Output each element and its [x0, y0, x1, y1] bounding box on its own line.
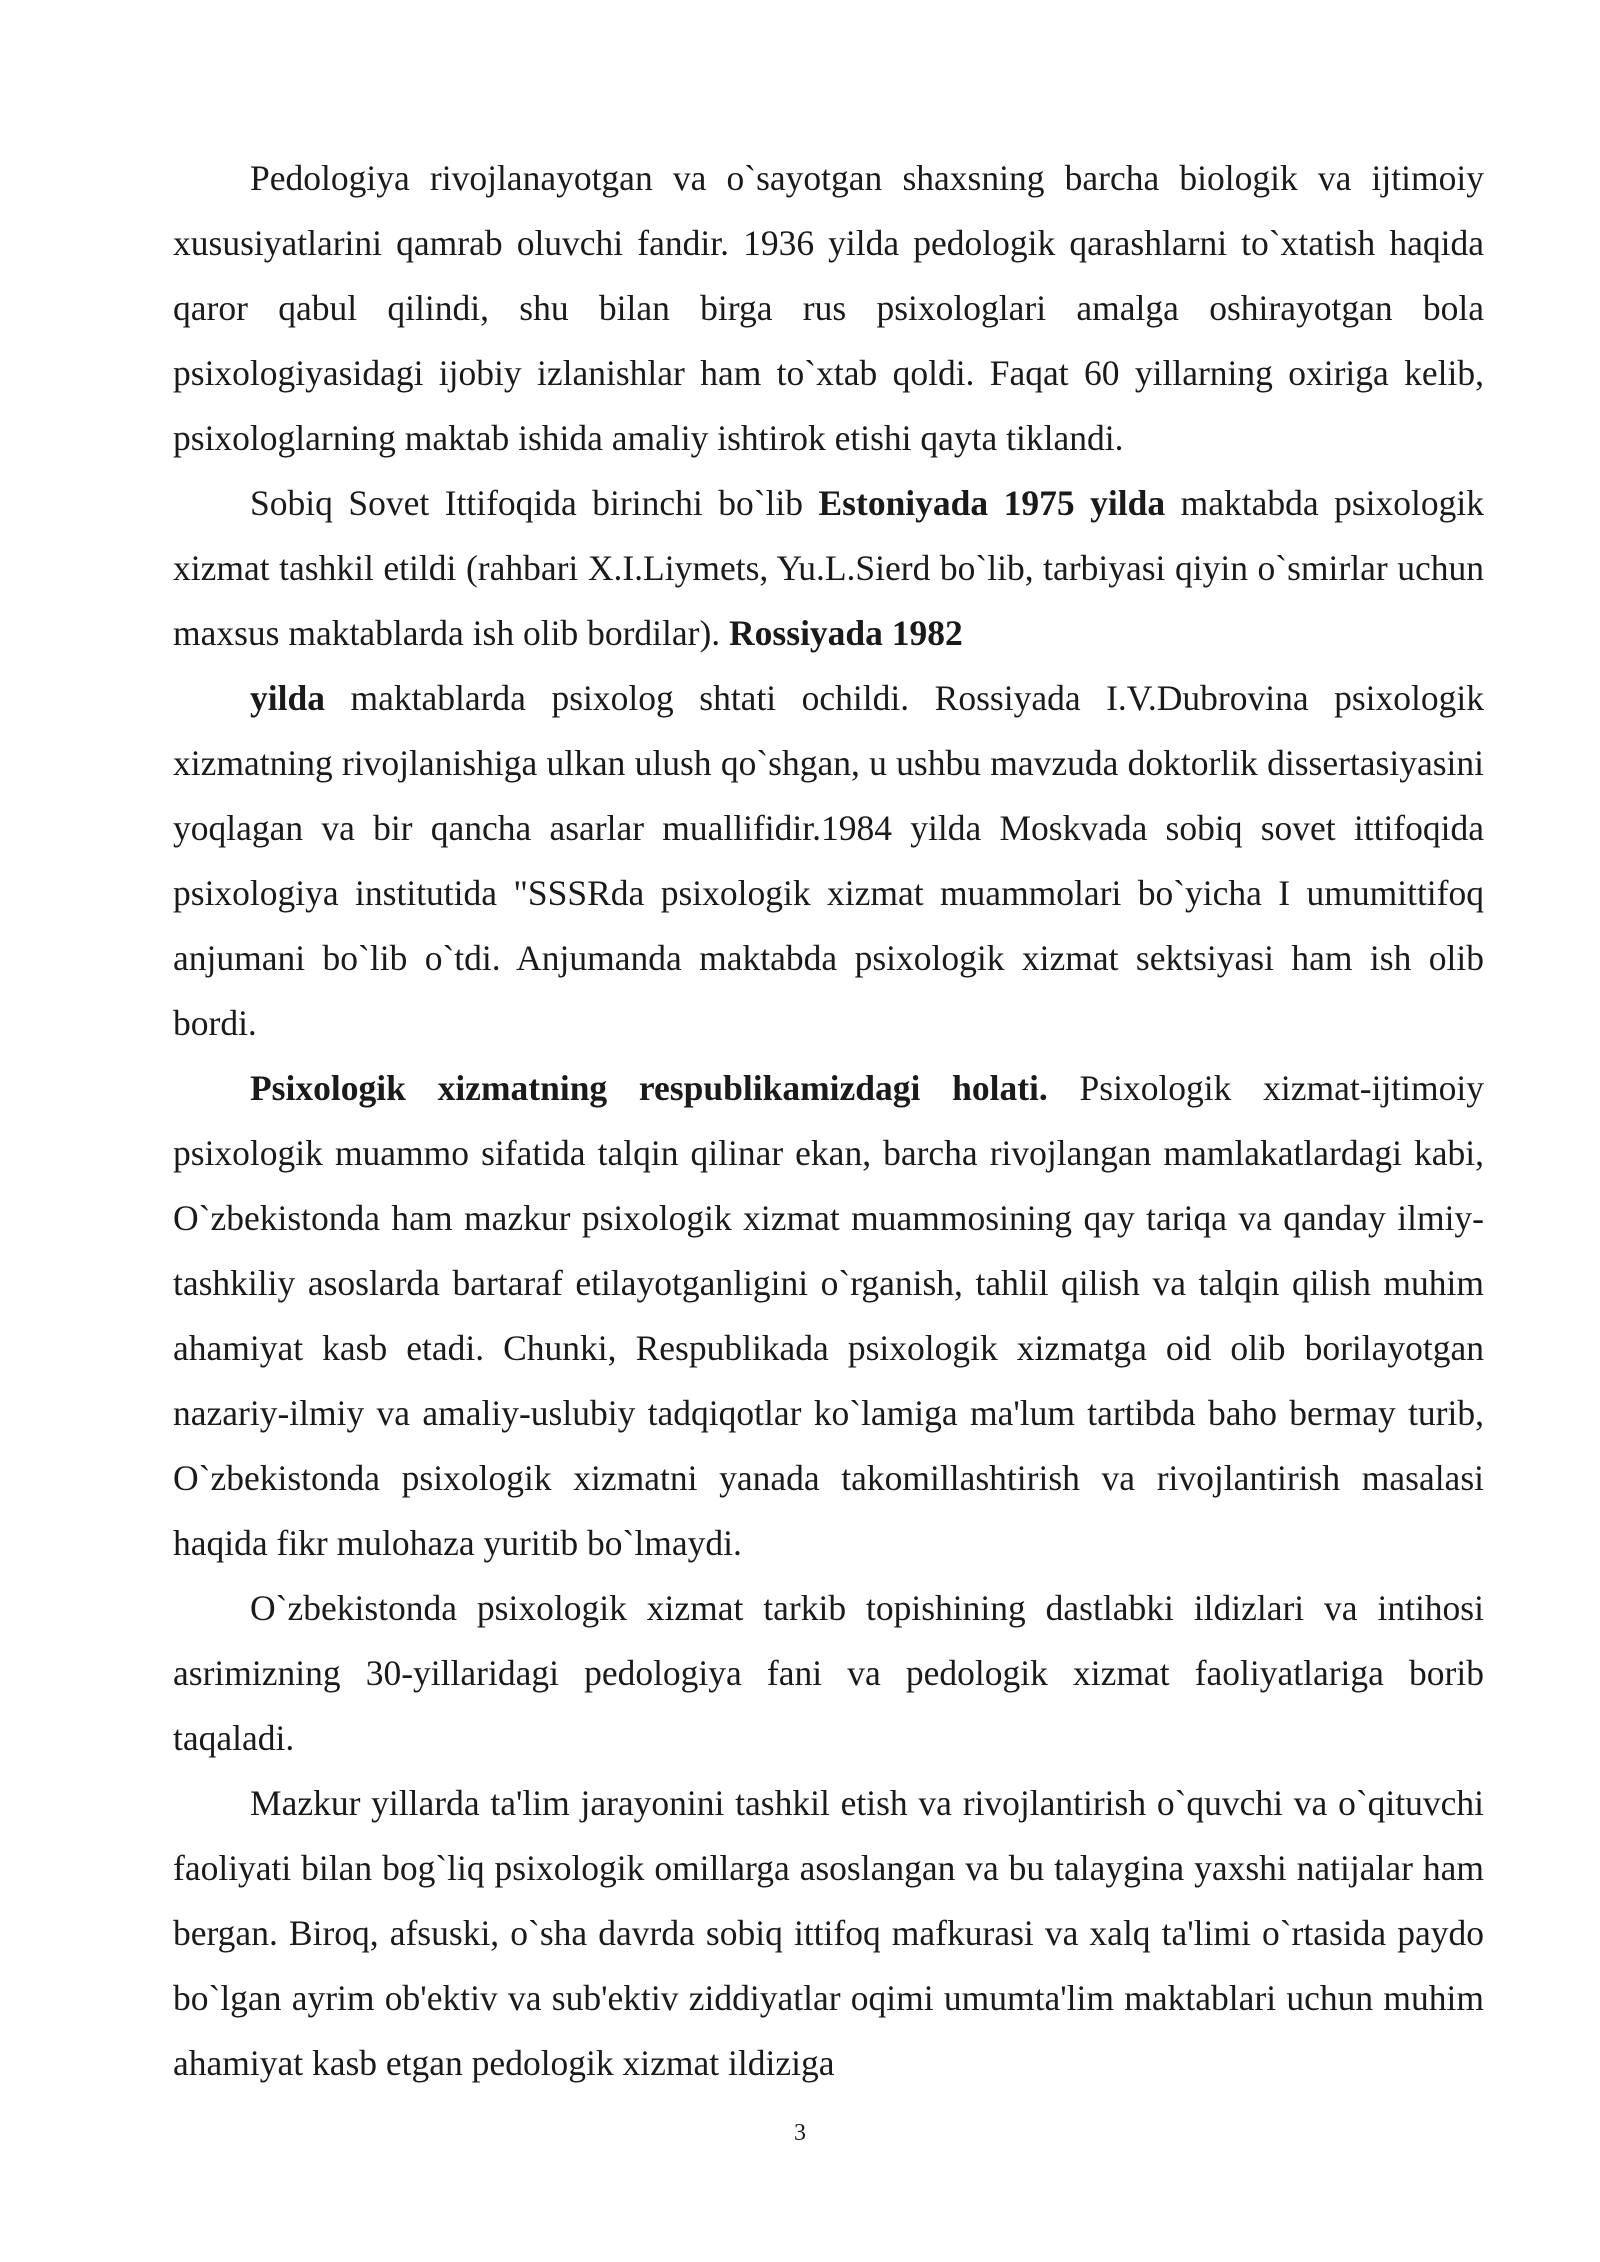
- paragraph-5: [173, 1576, 1484, 1771]
- paragraph-text: Pedologiya rivojlanayotgan va o`sayotgan shaxsning barcha biologik va ijtimoiy xususiyatlarini qamrab oluvchi fandir. 1936 yilda pedologik qarashlarni to`xtatish haqida qaror qabul qilindi, shu bilan birga rus psixologlari amalga oshirayotgan bola psixologiyasidagi ijobiy izlanishlar ham to`xtab qoldi. Faqat 60 yillarning oxiriga kelib, psixologlarning maktab ishida amaliy ishtirok etishi qayta tiklandi.: [173, 158, 1484, 458]
- paragraph-text: Psixologik xizmat-ijtimoiy psixologik muammo sifatida talqin qilinar ekan, barcha rivojlangan mamlakatlardagi kabi, O`zbekistonda ham mazkur psixologik xizmat muammosining qay tariqa va qanday ilmiy-tashkiliy asoslarda bartaraf etilayotganligini o`rganish, tahlil qilish va talqin qilish muhim ahamiyat kasb etadi. Chunki, Respublikada psixologik xizmatga oid olib borilayotgan nazariy-ilmiy va amaliy-uslubiy tadqiqotlar ko`lamiga ma'lum tartibda baho bermay turib, O`zbekistonda psixologik xizmatni yanada takomillashtirish va rivojlantirish masalasi haqida fikr mulohaza yuritib bo`lmaydi.: [173, 1068, 1485, 1563]
- section-heading: Psixologik xizmatning respublikamizdagi holati.: [250, 1068, 1048, 1108]
- paragraph-text: maktabda psixologik xizmat tashkil etildi (rahbari X.I.Liymets, Yu.L.Sierd bo`lib, tarbiyasi qiyin o`smirlar uchun maxsus maktablarda ish olib bordilar).: [173, 483, 1485, 653]
- paragraph-text: maktablarda psixolog shtati ochildi. Rossiyada I.V.Dubrovina psixologik xizmatning rivojlanishiga ulkan ulush qo`shgan, u ushbu mavzuda doktorlik dissertasiyasini yoqlagan va bir qancha asarlar muallifidir.1984 yilda Moskvada sobiq sovet ittifoqida psixologiya institutida "SSSRda psixologik xizmat muammolari bo`yicha I umumittifoq anjumani bo`lib o`tdi. Anjumanda maktabda psixologik xizmat sektsiyasi ham ish olib bordi.: [173, 678, 1484, 1043]
- bold-text: yilda: [250, 678, 325, 718]
- paragraph-4: [173, 1056, 1484, 1576]
- paragraph-1: [173, 146, 1484, 471]
- body-text: [173, 146, 1484, 2096]
- bold-text: Estoniyada 1975 yilda: [818, 483, 1166, 523]
- paragraph-6: [173, 1771, 1484, 2096]
- bold-text: Rossiyada 1982: [729, 613, 963, 653]
- paragraph-2: [173, 471, 1484, 666]
- paragraph-text: O`zbekistonda psixologik xizmat tarkib topishining dastlabki ildizlari va intihosi asrimizning 30-yillaridagi pedologiya fani va pedologik xizmat faoliyatlariga borib taqaladi.: [173, 1588, 1484, 1758]
- paragraph-text: Sobiq Sovet Ittifoqida birinchi bo`lib: [250, 483, 819, 523]
- paragraph-text: Mazkur yillarda ta'lim jarayonini tashkil etish va rivojlantirish o`quvchi va o`qituvchi faoliyati bilan bog`liq psixologik omillarga asoslangan va bu talaygina yaxshi natijalar ham bergan. Biroq, afsuski, o`sha davrda sobiq ittifoq mafkurasi va xalq ta'limi o`rtasida paydo bo`lgan ayrim ob'ektiv va sub'ektiv ziddiyatlar oqimi umumta'lim maktablari uchun muhim ahamiyat kasb etgan pedologik xizmat ildiziga: [173, 1783, 1484, 2083]
- page-number: 3: [794, 2120, 806, 2146]
- paragraph-3: [173, 666, 1484, 1056]
